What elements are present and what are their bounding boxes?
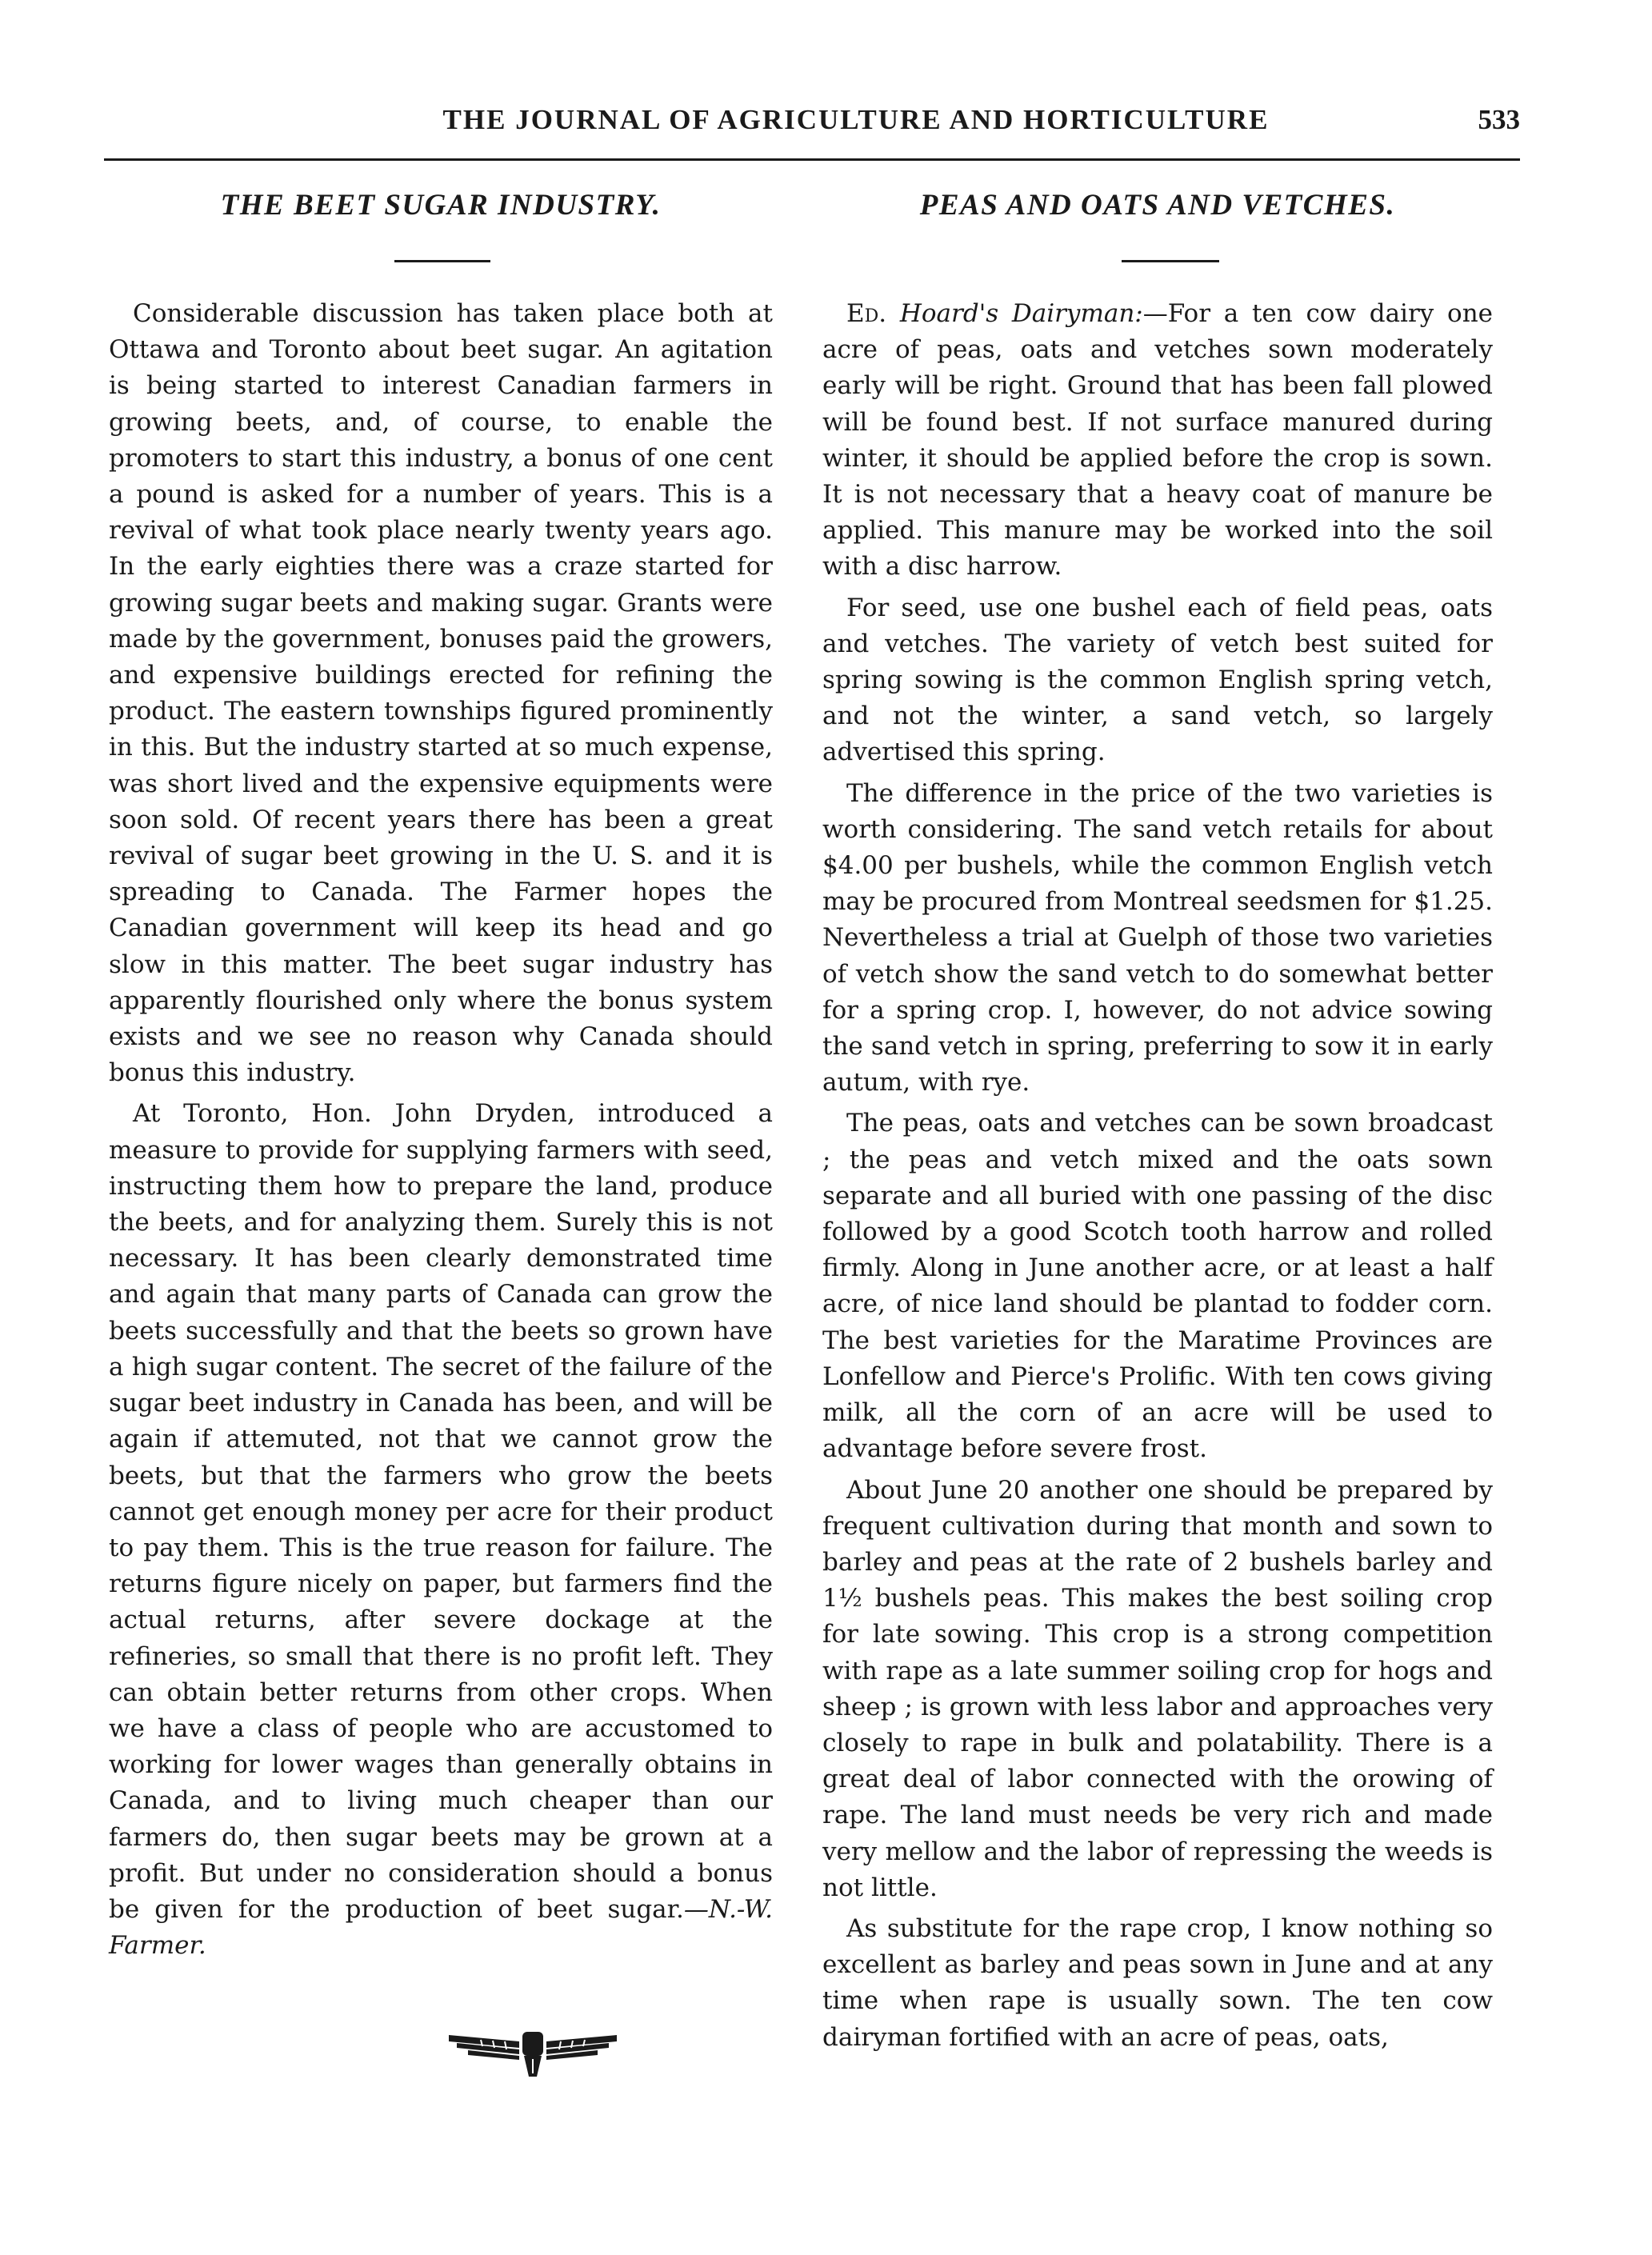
paragraph-text: —For a ten cow dairy one acre of peas, oats and vetches sown moderately early will be right. Ground that has been fall plowed will be found best. If not surface manured during winter, it should be applied before the crop is sown. It is not necessary that a heavy coat of manure be applied. This manure may be worked into the soil with a disc harrow. xyxy=(822,299,1494,582)
paragraph: The difference in the price of the two varieties is worth considering. The sand vetch retails for about $4.00 per bushels, while the common English vetch may be procured from Montreal seedsmen for $1.25. Nevertheless a trial at Guelph of those two varieties of vetch show the sand vetch to do somewhat better for a spring crop. I, however, do not advice sowing the sand vetch in spring, preferring to sow it in early autum, with rye. xyxy=(822,778,1493,1098)
page-number: 533 xyxy=(1478,104,1520,135)
right-column xyxy=(822,0,1493,2255)
paragraph: Considerable discussion has taken place both at Ottawa and Toronto about beet sugar. An agitation is being started to interest Canadian farmers in growing beets, and, of course, to enable the promoters to start this industry, a bonus of one cent a pound is asked for a number of years. This is a revival of what took place nearly twenty years ago. In the early eighties there was a craze started for growing sugar beets and making sugar. Grants were made by the government, bonuses paid the growers, and expensive buildings erected for refining the product. The eastern townships figured prominently in this. But the industry started at so much expense, was short lived and the expensive equipments were soon sold. Of recent years there has been a great revival of sugar beet growing in the U. S. and it is spreading to Canada. The Farmer hopes the Canadian government will keep its head and go slow in this matter. The beet sugar industry has apparently flourished only where the bonus system exists and we see no reason why Canada should bonus this industry. xyxy=(109,299,773,1088)
title-rule xyxy=(394,260,490,262)
addressee: Hoard's Dairyman: xyxy=(899,299,1143,328)
decorative-ornament-icon xyxy=(433,2024,633,2080)
peas-oats-title: PEAS AND OATS AND VETCHES. xyxy=(919,189,1396,222)
paragraph xyxy=(822,296,1493,586)
paragraph xyxy=(109,1096,773,1964)
attribution: —N.-W. Farmer. xyxy=(109,1894,773,1961)
salutation: Ed. xyxy=(846,299,887,328)
title-rule xyxy=(1122,260,1219,262)
journal-title: THE JOURNAL OF AGRICULTURE AND HORTICULTURE xyxy=(442,104,1270,135)
paragraph: The peas, oats and vetches can be sown broadcast ; the peas and vetch mixed and the oats sown separate and all buried with one passing of the disc followed by a good Scotch tooth harrow and rolled firmly. Along in June another acre, or at least a half acre, of nice land should be plantad to fodder corn. The best varieties for the Maratime Provinces are Lonfellow and Pierce's Prolific. With ten cows giving milk, all the corn of an acre will be used to advantage before severe frost. xyxy=(822,1109,1493,1464)
beet-sugar-body xyxy=(109,296,773,1969)
left-column xyxy=(109,0,773,2255)
paragraph: For seed, use one bushel each of field peas, oats and vetches. The variety of vetch best suited for spring sowing is the common English spring vetch, and not the winter, a sand vetch, so largely advertised this spring. xyxy=(822,593,1493,767)
paragraph: As substitute for the rape crop, I know nothing so excellent as barley and peas sown in June and at any time when rape is usually sown. The ten cow dairyman fortified with an acre of peas, oats, xyxy=(822,1913,1493,2052)
paragraph: About June 20 another one should be prepared by frequent cultivation during that month and sown to barley and peas at the rate of 2 bushels barley and 1½ bushels peas. This makes the best soiling crop for late sowing. This crop is a strong competition with rape as a late summer soiling crop for hogs and sheep ; is grown with less labor and approaches very closely to rape in bulk and polatability. There is a great deal of labor connected with the orowing of rape. The land must needs be very rich and made very mellow and the labor of repressing the weeds is not little. xyxy=(822,1475,1493,1902)
paragraph-text: At Toronto, Hon. John Dryden, introduced a measure to provide for supplying farmers with seed, instructing them how to prepare the land, produce the beets, and for analyzing them. Surely this is not necessary. It has been clearly demonstrated time and again that many parts of Canada can grow the beets successfully and that the beets so grown have a high sugar content. The secret of the failure of the sugar beet industry in Canada has been, and will be again if attemuted, not that we cannot grow the beets, but that the farmers who grow the beets cannot get enough money per acre for their product to pay them. This is the true reason for failure. The returns figure nicely on paper, but farmers find the actual returns, after severe dockage at the refineries, so small that there is no profit left. They can obtain better returns from other crops. When we have a class of people who are accustomed to working for lower wages than generally obtains in Canada, and to living much cheaper than our farmers do, then sugar beets may be grown at a profit. But under no consideration should a bonus be given for the production of beet sugar. xyxy=(109,1099,773,1924)
peas-oats-body xyxy=(822,296,1493,2061)
beet-sugar-title: THE BEET SUGAR INDUSTRY. xyxy=(220,189,662,222)
